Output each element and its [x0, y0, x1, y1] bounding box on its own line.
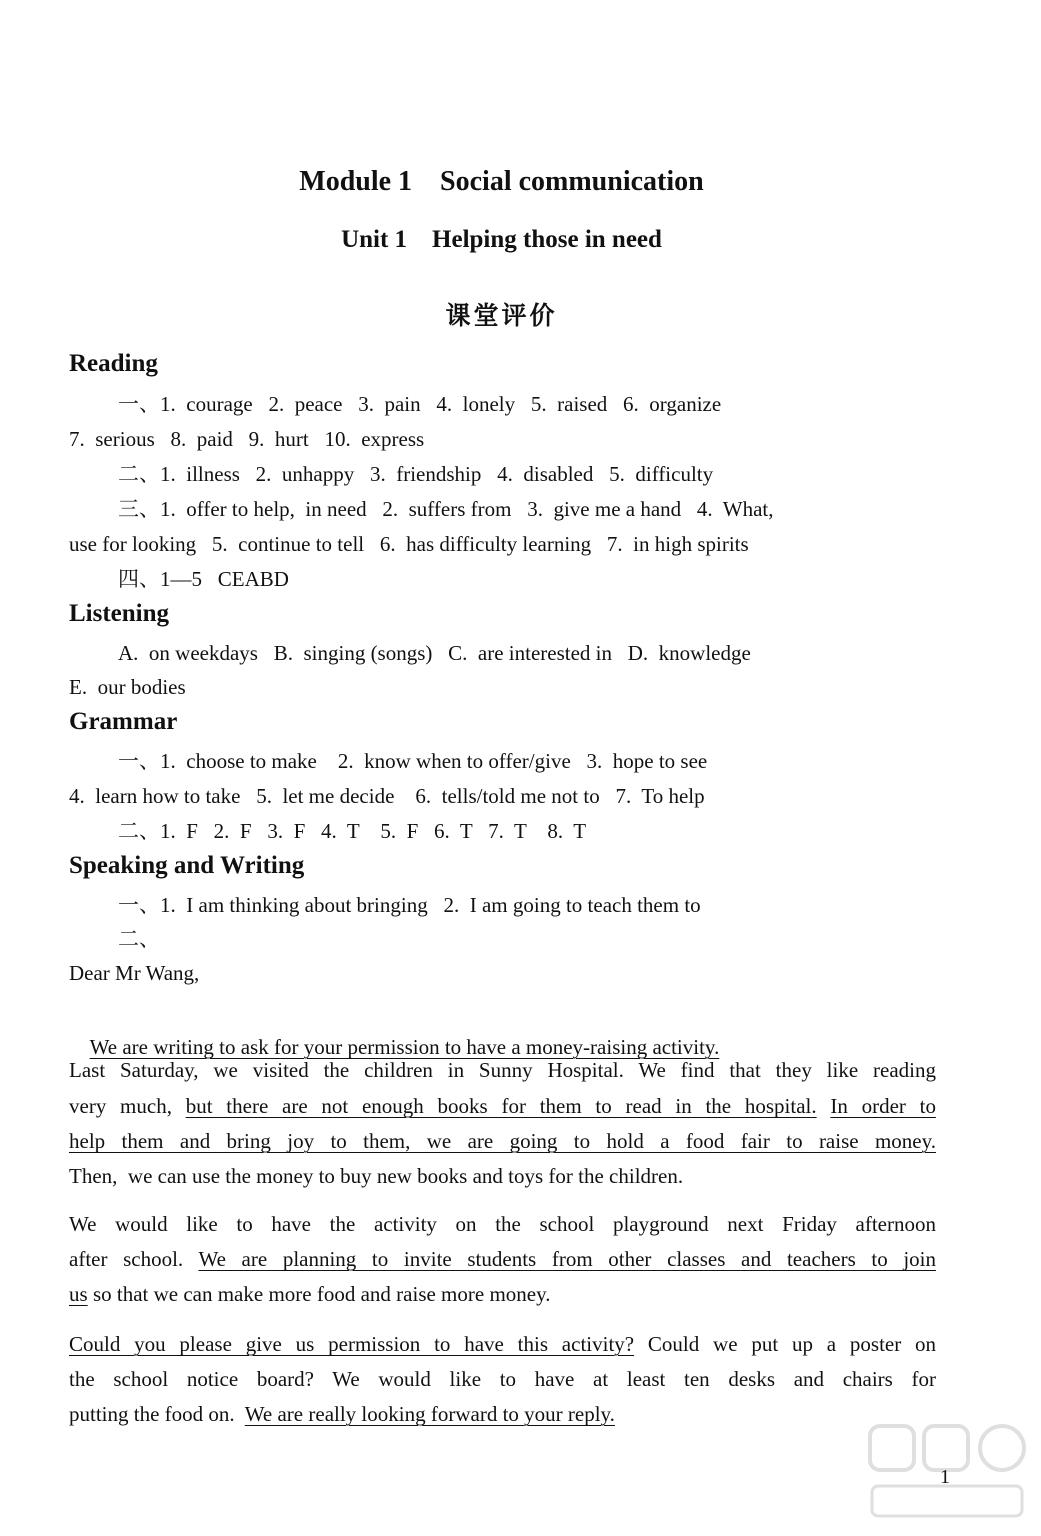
- plain-text: Could we put up a poster on: [647, 1332, 937, 1356]
- grammar-q2: 二、1. F 2. F 3. F 4. T 5. F 6. T 7. T 8. T: [118, 819, 587, 843]
- underlined-sentence: help them and bring joy to them, we are going to hold a food fair to raise money.: [69, 1129, 936, 1153]
- letter-p4-line2: the school notice board? We would like to have at least ten desks and chairs for: [69, 1367, 936, 1391]
- letter-p4-line1: [69, 1331, 936, 1357]
- plain-text: very much,: [69, 1094, 172, 1118]
- listening-line2: E. our bodies: [69, 675, 186, 699]
- letter-salutation: Dear Mr Wang,: [69, 961, 200, 985]
- plain-text: putting the food on.: [69, 1402, 235, 1426]
- reading-q4: 四、1—5 CEABD: [118, 567, 289, 591]
- reading-heading: Reading: [69, 350, 158, 377]
- reading-q2: 二、1. illness 2. unhappy 3. friendship 4. disabled 5. difficulty: [118, 462, 714, 486]
- underlined-sentence: We are writing to ask for your permission to have a money-raising activity.: [89, 1035, 720, 1059]
- module-title: Module 1 Social communication: [299, 166, 704, 197]
- reading-q3-line1: 三、1. offer to help, in need 2. suffers from 3. give me a hand 4. What,: [118, 497, 774, 521]
- letter-p2-line4: Then, we can use the money to buy new books and toys for the children.: [69, 1164, 684, 1188]
- reading-q1-line2: 7. serious 8. paid 9. hurt 10. express: [69, 427, 425, 451]
- grammar-q1-line2: 4. learn how to take 5. let me decide 6. tells/told me not to 7. To help: [69, 784, 705, 808]
- underlined-sentence: We are really looking forward to your reply.: [244, 1402, 615, 1426]
- listening-line1: A. on weekdays B. singing (songs) C. are interested in D. knowledge: [118, 641, 751, 665]
- grammar-q1-line1: 一、1. choose to make 2. know when to offer/give 3. hope to see: [118, 749, 708, 773]
- underlined-sentence: us: [69, 1282, 88, 1306]
- plain-text: after school.: [69, 1247, 184, 1271]
- letter-p3-line2: [69, 1246, 936, 1272]
- underlined-sentence: We are planning to invite students from other classes and teachers to join: [198, 1247, 937, 1271]
- letter-p2-line3: [69, 1128, 936, 1154]
- reading-q1-line1: 一、1. courage 2. peace 3. pain 4. lonely 5. raised 6. organize: [118, 392, 722, 416]
- page-number: 1: [940, 1466, 950, 1488]
- speaking-q2-label: 二、: [118, 927, 160, 951]
- grammar-heading: Grammar: [69, 708, 178, 735]
- plain-text: so that we can make more food and raise more money.: [87, 1282, 551, 1306]
- section-title: 课堂评价: [445, 301, 558, 330]
- reading-q3-line2: use for looking 5. continue to tell 6. has difficulty learning 7. in high spirits: [69, 532, 749, 556]
- speaking-heading: Speaking and Writing: [69, 852, 305, 879]
- listening-heading: Listening: [69, 600, 170, 627]
- letter-p2-line2: [69, 1093, 936, 1119]
- letter-p3-line3: [69, 1281, 551, 1307]
- letter-p2-line1: Last Saturday, we visited the children in Sunny Hospital. We find that they like reading: [69, 1058, 936, 1082]
- speaking-q1: 一、1. I am thinking about bringing 2. I am going to teach them to: [118, 893, 701, 917]
- underlined-sentence: Could you please give us permission to have this activity?: [69, 1332, 635, 1356]
- watermark-logo: [862, 1418, 1032, 1528]
- unit-title: Unit 1 Helping those in need: [341, 226, 662, 253]
- underlined-sentence: In order to: [830, 1094, 937, 1118]
- letter-p3-line1: We would like to have the activity on the school playground next Friday afternoon: [69, 1212, 936, 1236]
- letter-p4-line3: [69, 1401, 615, 1427]
- underlined-sentence: but there are not enough books for them to read in the hospital.: [185, 1094, 817, 1118]
